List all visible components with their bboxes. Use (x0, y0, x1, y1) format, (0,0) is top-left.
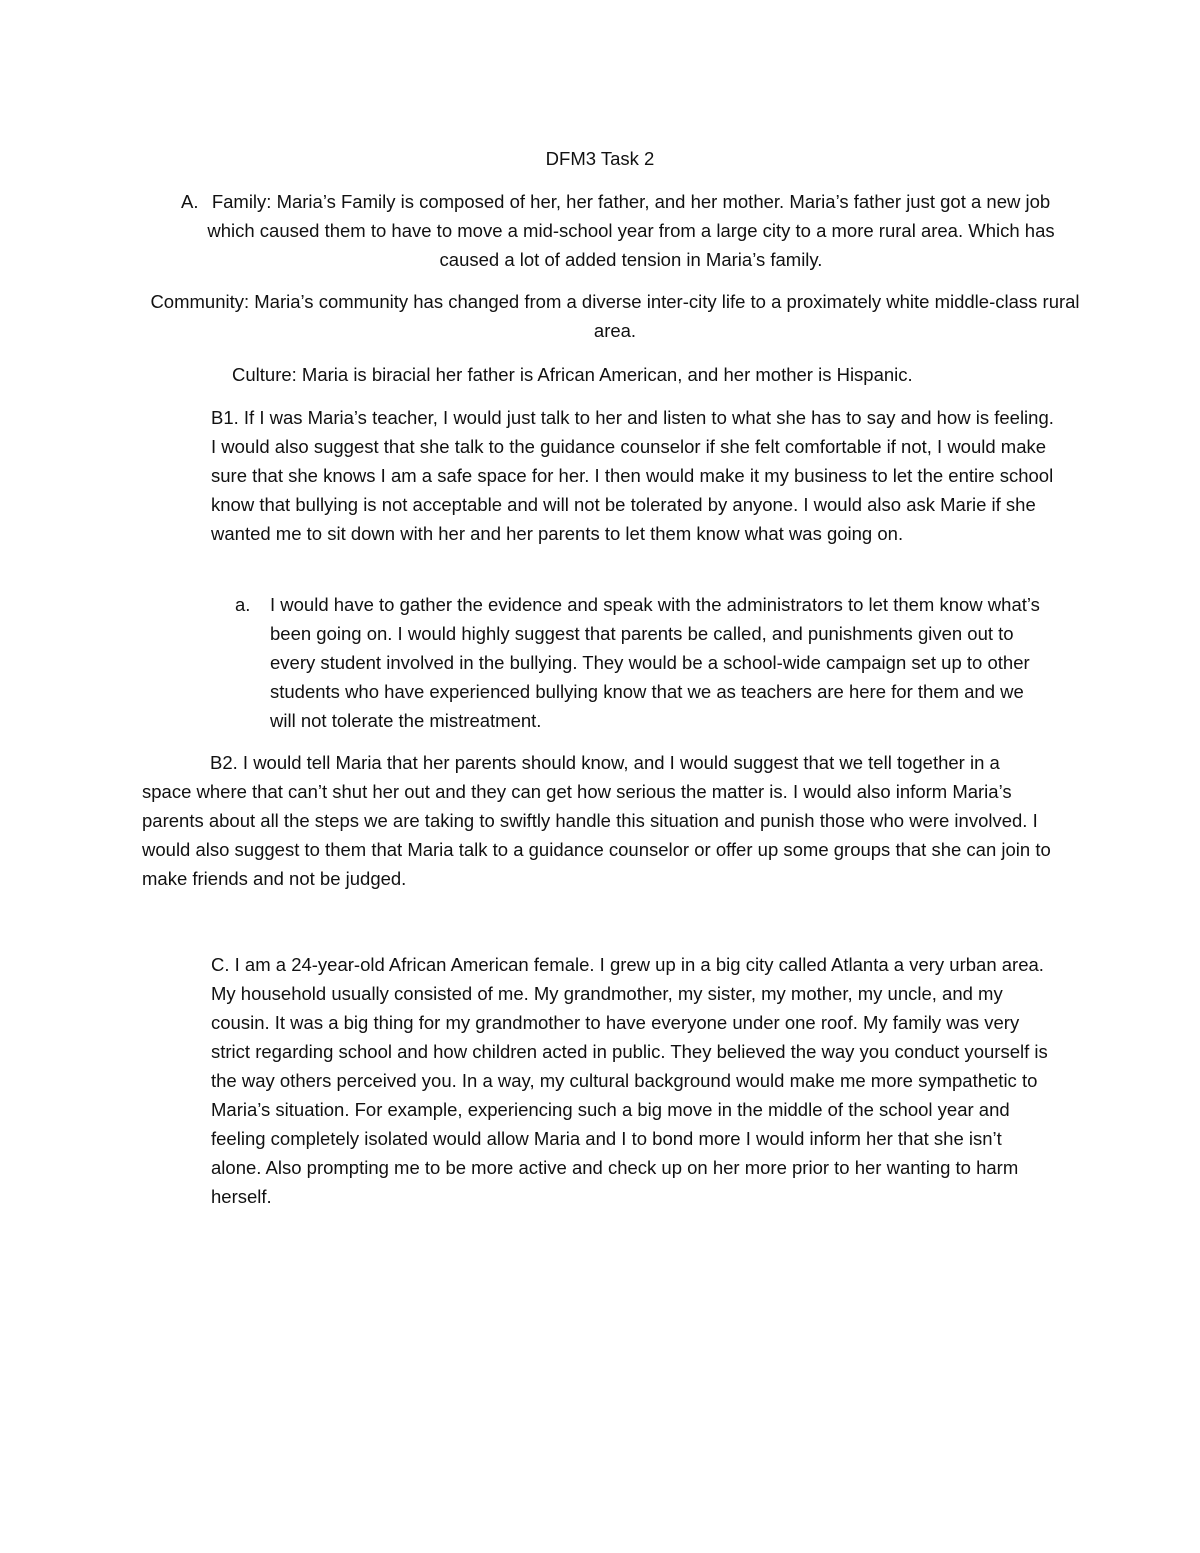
culture-paragraph: Culture: Maria is biracial her father is African American, and her mother is Hispanic. (232, 364, 913, 385)
community-paragraph: Community: Maria’s community has changed from a diverse inter-city life to a proximately white middle-class rural area. (150, 291, 1080, 341)
section-a-marker: A. (181, 191, 199, 212)
b1-subitem-paragraph: I would have to gather the evidence and speak with the administrators to let them know what’s been going on. I would highly suggest that parents be called, and punishments given out to every student involved in the bullying. They would be a school-wide campaign set up to other students who have experienced bullying know that we as teachers are here for them and we will not tolerate the mistreatment. (270, 594, 1040, 731)
family-paragraph: Family: Maria’s Family is composed of her, her father, and her mother. Maria’s father just got a new job which caused them to have to move a mid-school year from a large city to a more rural area. Which has caused a lot of added tension in Maria’s family. (207, 191, 1055, 270)
c-paragraph: C. I am a 24-year-old African American female. I grew up in a big city called Atlanta a very urban area. My household usually consisted of me. My grandmother, my sister, my mother, my uncle, and my cousin. It was a big thing for my grandmother to have everyone under one roof. My family was very strict regarding school and how children acted in public. They believed the way you conduct yourself is the way others perceived you. In a way, my cultural background would make me more sympathetic to Maria’s situation. For example, experiencing such a big move in the middle of the school year and feeling completely isolated would allow Maria and I to bond more I would inform her that she isn’t alone. Also prompting me to be more active and check up on her more prior to her wanting to harm herself. (211, 954, 1048, 1207)
b1-paragraph: B1. If I was Maria’s teacher, I would just talk to her and listen to what she has to say and how is feeling. I would also suggest that she talk to the guidance counselor if she felt comfortable if not, I would make sure that she knows I am a safe space for her. I then would make it my business to let the entire school know that bullying is not acceptable and will not be tolerated by anyone. I would also ask Marie if she wanted me to sit down with her and her parents to let them know what was going on. (211, 407, 1054, 544)
b1-subitem-marker: a. (235, 594, 251, 615)
document-title: DFM3 Task 2 (545, 148, 655, 169)
b2-paragraph: B2. I would tell Maria that her parents should know, and I would suggest that we tell together in a space where that can’t shut her out and they can get how serious the matter is. I would also inform Maria’s parents about all the steps we are taking to swiftly handle this situation and punish those who were involved. I would also suggest to them that Maria talk to a guidance counselor or offer up some groups that she can join to make friends and not be judged. (142, 752, 1051, 889)
